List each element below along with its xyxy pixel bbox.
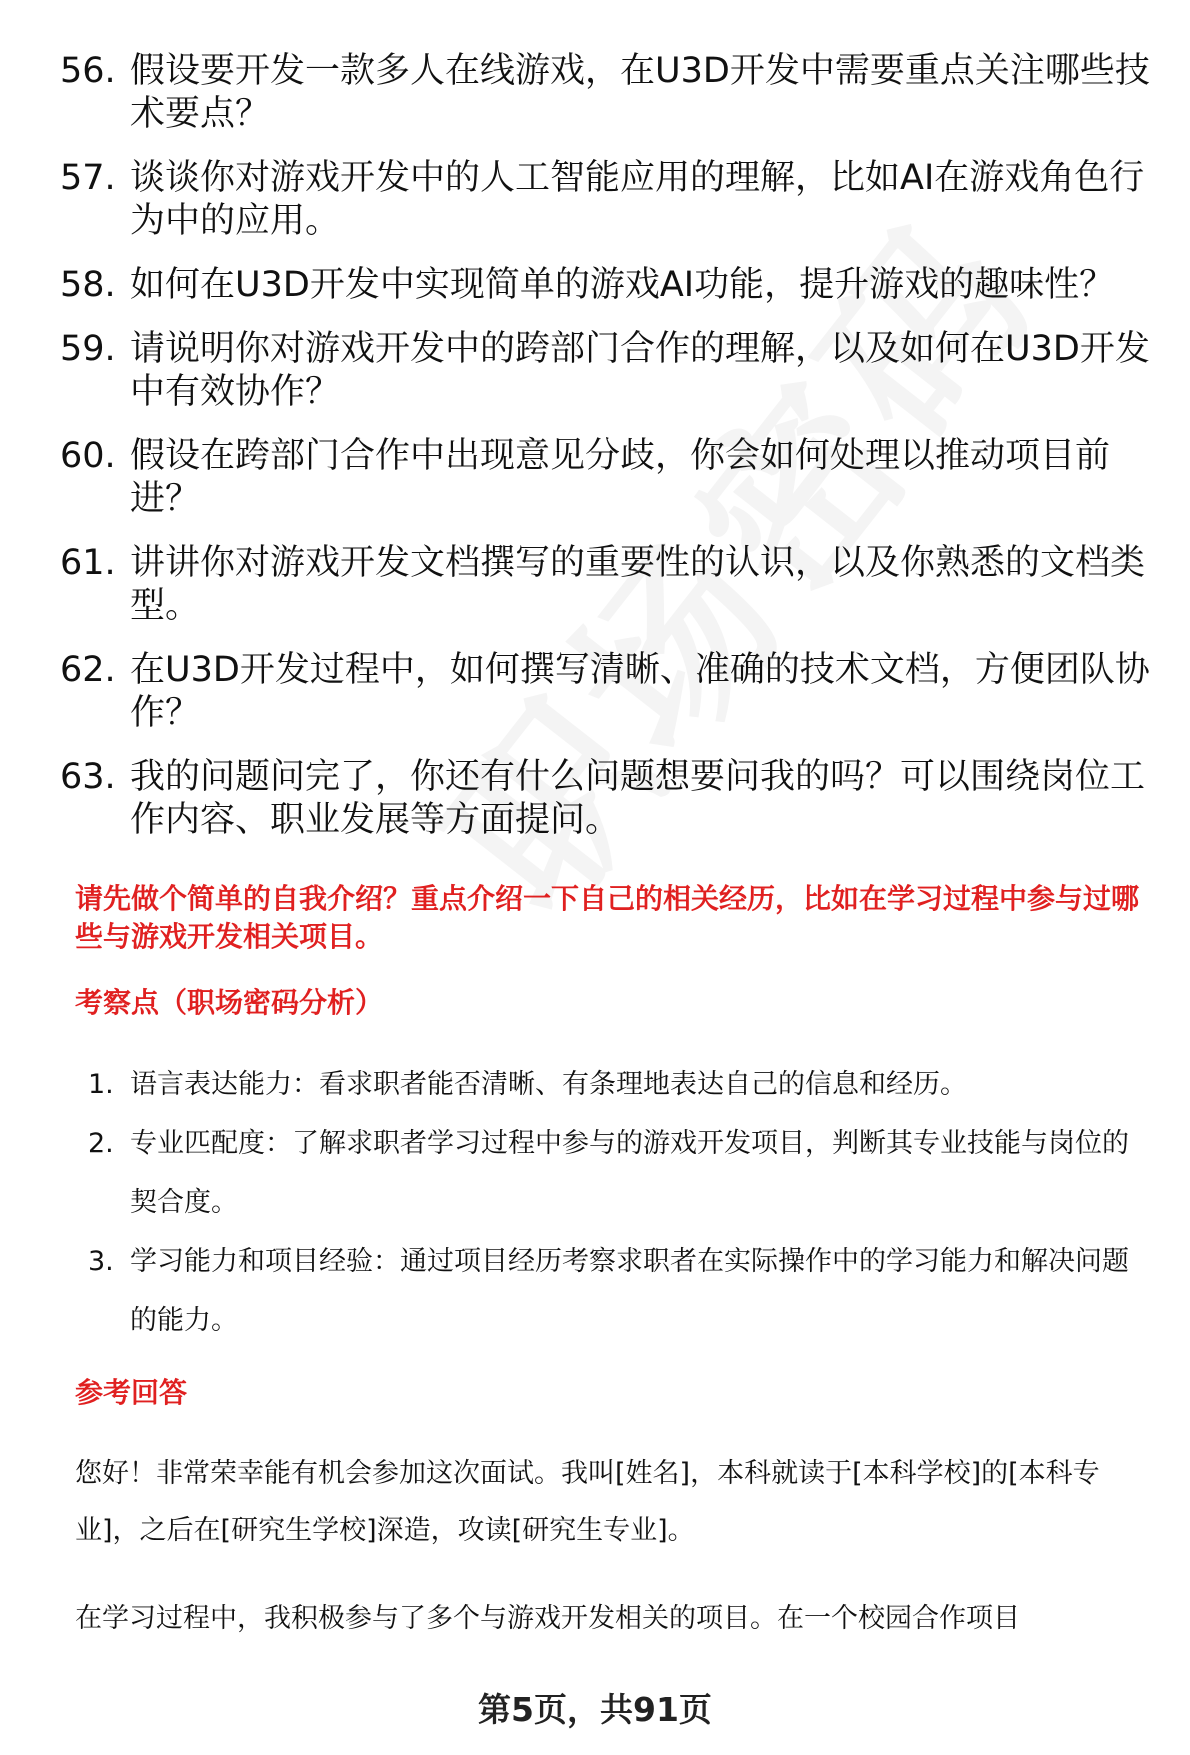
item-number: 62. xyxy=(60,650,116,690)
list-item xyxy=(60,542,1150,628)
item-text: 假设要开发一款多人在线游戏，在U3D开发中需要重点关注哪些技术要点？ xyxy=(130,51,1150,134)
item-text: 学习能力和项目经验：通过项目经历考察求职者在实际操作中的学习能力和解决问题的能力。 xyxy=(130,1246,1129,1336)
item-text: 假设在跨部门合作中出现意见分歧，你会如何处理以推动项目前进？ xyxy=(130,436,1111,519)
analysis-points xyxy=(88,1055,1150,1350)
item-text: 讲讲你对游戏开发文档撰写的重要性的认识，以及你熟悉的文档类型。 xyxy=(130,543,1146,626)
item-text: 在U3D开发过程中，如何撰写清晰、准确的技术文档，方便团队协作？ xyxy=(130,650,1150,733)
reference-paragraph: 在学习过程中，我积极参与了多个与游戏开发相关的项目。在一个校园合作项目 xyxy=(75,1603,1020,1634)
question-list xyxy=(60,50,1150,863)
reference-heading: 参考回答 xyxy=(75,1376,188,1409)
item-number: 57. xyxy=(60,158,116,198)
list-item xyxy=(60,328,1150,414)
item-number: 63. xyxy=(60,757,116,797)
list-item xyxy=(88,1055,1150,1114)
item-number: 59. xyxy=(60,329,116,369)
list-item xyxy=(60,435,1150,521)
item-number: 61. xyxy=(60,543,116,583)
list-item xyxy=(60,157,1150,243)
item-text: 谈谈你对游戏开发中的人工智能应用的理解，比如AI在游戏角色行为中的应用。 xyxy=(130,158,1145,241)
item-number: 60. xyxy=(60,436,116,476)
item-text: 专业匹配度：了解求职者学习过程中参与的游戏开发项目，判断其专业技能与岗位的契合度。 xyxy=(130,1128,1129,1218)
list-item xyxy=(60,50,1150,136)
item-text: 如何在U3D开发中实现简单的游戏AI功能，提升游戏的趣味性？ xyxy=(130,265,1115,305)
page-number-footer: 第5页，共91页 xyxy=(478,1690,712,1729)
list-item xyxy=(60,264,1150,307)
item-text: 请说明你对游戏开发中的跨部门合作的理解，以及如何在U3D开发中有效协作？ xyxy=(130,329,1150,412)
item-number: 2. xyxy=(88,1128,114,1159)
item-number: 1. xyxy=(88,1069,114,1100)
item-number: 58. xyxy=(60,265,116,305)
item-text: 语言表达能力：看求职者能否清晰、有条理地表达自己的信息和经历。 xyxy=(130,1069,967,1100)
list-item xyxy=(60,649,1150,735)
item-number: 56. xyxy=(60,51,116,91)
analysis-heading: 考察点（职场密码分析） xyxy=(75,986,384,1019)
featured-question: 请先做个简单的自我介绍？重点介绍一下自己的相关经历，比如在学习过程中参与过哪些与游戏开发相关项目。 xyxy=(75,882,1140,953)
item-text: 我的问题问完了，你还有什么问题想要问我的吗？可以围绕岗位工作内容、职业发展等方面提问。 xyxy=(130,757,1146,840)
item-number: 3. xyxy=(88,1246,114,1277)
reference-paragraph: 您好！非常荣幸能有机会参加这次面试。我叫[姓名]，本科就读于[本科学校]的[本科专业]，之后在[研究生学校]深造，攻读[研究生专业]。 xyxy=(75,1458,1100,1546)
list-item xyxy=(88,1232,1150,1350)
list-item xyxy=(60,756,1150,842)
list-item xyxy=(88,1114,1150,1232)
